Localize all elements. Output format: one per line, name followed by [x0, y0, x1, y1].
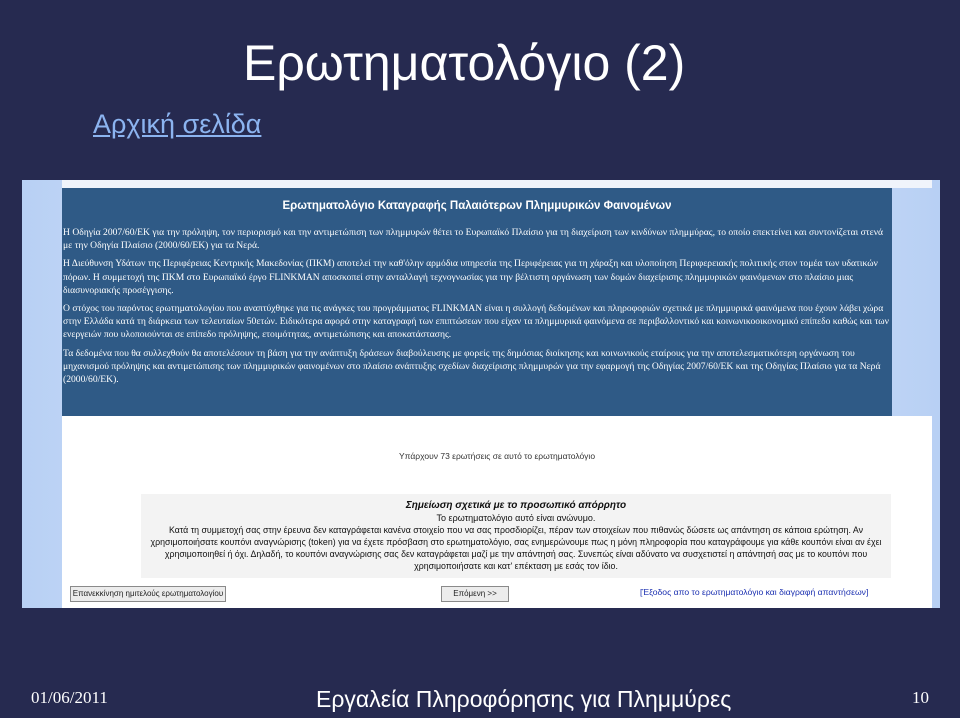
- privacy-title: Σημείωση σχετικά με το προσωπικό απόρρητο: [405, 500, 627, 511]
- privacy-subtitle: Το ερωτηματολόγιο αυτό είναι ανώνυμο.: [436, 513, 596, 523]
- resume-button[interactable]: Επανεκκίνηση ημιτελούς ερωτηματολογίου: [70, 586, 226, 602]
- slide-title: Ερωτηματολόγιο (2): [243, 35, 686, 91]
- question-count: Υπάρχουν 73 ερωτήσεις σε αυτό το ερωτηματολόγιο: [398, 451, 596, 461]
- intro-paragraph-2: Η Διεύθυνση Υδάτων της Περιφέρειας Κεντρικής Μακεδονίας (ΠΚΜ) αποτελεί την καθ'όλην αρμόδια υπηρεσία της Περιφέρειας για τη χάραξη και υλοποίηση Περιφερειακής πολιτικής στον τομέα των υδατικών πόρων. Η συμμετοχή της ΠΚΜ στο Ευρωπαϊκό έργο FLINKMAN αποσκοπεί στην ανταλλαγή τεχνογνωσίας για την βέλτιστη οργάνωση των δομών διαχείρισης πλημμυρικών φαινόμενων στο πλαίσιο μιας διασυνοριακής προσέγγισης.: [63, 258, 878, 296]
- embedded-screenshot: [22, 180, 940, 608]
- next-button[interactable]: Επόμενη >>: [441, 586, 509, 602]
- intro-panel: [62, 188, 892, 416]
- footer-title: Εργαλεία Πληροφόρησης για Πλημμύρες: [316, 686, 732, 712]
- top-strip: [62, 180, 932, 188]
- exit-link[interactable]: [Έξοδος απο το ερωτηματολόγιο και διαγραφή απαντήσεων]: [640, 587, 869, 597]
- intro-paragraph-3: Ο στόχος του παρόντος ερωτηματολογίου που αναπτύχθηκε για τις ανάγκες του προγράμματος FLINKMAN είναι η συλλογή δεδομένων και πληροφοριών σχετικά με πλημμυρικά φαινόμενα που έχουν λάβει χώρα στην Ελλάδα κατά τη διάρκεια των τελευταίων 50ετών. Ειδικότερα αφορά στην καταγραφή των επιπτώσεων που είχαν τα πλημμυρικά φαινόμενα σε περιβαλλοντικό και κοινωνικοοικονομικό επίπεδο καθώς και των ενεργειών που υλοποιούνται σε επίπεδο πρόληψης, ετοιμότητας, αντιμετώπισης και αποκατάστασης.: [63, 303, 889, 341]
- intro-paragraph-1: Η Οδηγία 2007/60/ΕΚ για την πρόληψη, τον περιορισμό και την αντιμετώπιση των πλημμυρών θέτει το Ευρωπαϊκό Πλαίσιο για τη διαχείριση των κινδύνων πλημμύρας, το οποίο επεκτείνει και συντονίζεται στενά με την Οδηγία Πλαίσιο (2000/60/ΕΚ) για τα Νερά.: [63, 227, 884, 252]
- footer-date: 01/06/2011: [31, 688, 108, 707]
- home-link[interactable]: Αρχική σελίδα: [93, 109, 262, 139]
- privacy-text: Κατά τη συμμετοχή σας στην έρευνα δεν καταγράφεται κανένα στοιχείο που να σας προσδιορίζει, πέραν των στοιχείων που πιθανώς δώσετε ως απάντηση σε κάποια ερώτηση. Αν χρησιμοποιήσατε κουπόνι αναγνώρισης (token) για να έχετε πρόσβαση στο ερωτηματολόγιο, σας ενημερώνουμε πως η μόνη πληροφορία που καταγράφουμε για κάθε κουπόνι είναι αν έχει χρησιμοποιηθεί ή όχι. Δηλαδή, το κουπόνι αναγνώρισης σας δεν καταγράφεται μαζί με την απάντησή σας. Συνεπώς είναι αδύνατο να συσχετιστεί η απάντησή σας με το κουπόνι που χρησιμοποιήσατε και κατ' επέκταση με εσάς τον ίδιο.: [150, 525, 882, 571]
- page-number: 10: [912, 688, 929, 707]
- questionnaire-heading: Ερωτηματολόγιο Καταγραφής Παλαιότερων Πλημμυρικών Φαινομένων: [282, 200, 672, 212]
- questionnaire-body: [62, 416, 932, 608]
- intro-paragraph-4: Τα δεδομένα που θα συλλεχθούν θα αποτελέσουν τη βάση για την ανάπτυξη δράσεων διαβούλευσης με φορείς της δημόσιας διοίκησης και κοινωνικούς εταίρους για την αποτελεσματικότερη οργάνωση του μηχανισμού πρόληψης και αντιμετώπισης των πλημμυρικών φαινομένων στο πλαίσιο ανάπτυξης σχεδίων διαχείρισης πλημμυρών για την εφαρμογή της Οδηγίας 2007/60/ΕΚ και της Οδηγίας Πλαίσιο για τα Νερά (2000/60/ΕΚ).: [63, 347, 881, 386]
- privacy-notice: [141, 494, 891, 578]
